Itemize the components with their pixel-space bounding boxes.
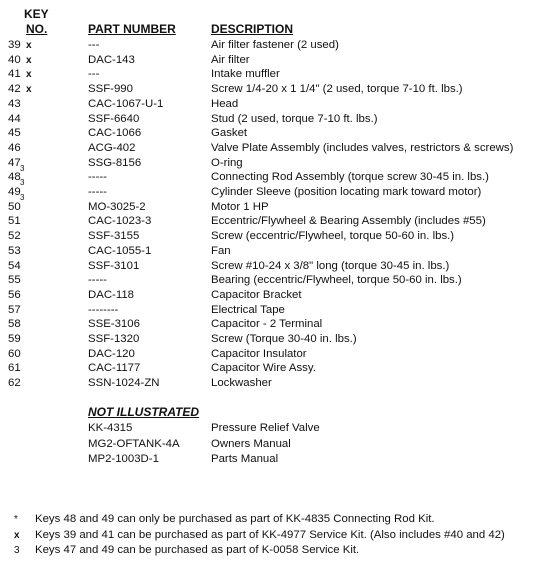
part-number: ----- — [88, 274, 107, 287]
key-number: 56 — [8, 288, 21, 301]
table-row — [0, 273, 549, 288]
part-number: ----- — [88, 186, 107, 198]
part-description: Capacitor Insulator — [211, 347, 307, 360]
not-illustrated-title: NOT ILLUSTRATED — [88, 405, 200, 419]
part-description: Fan — [211, 244, 231, 257]
footnote-mark: * — [14, 514, 18, 525]
key-number: 47 — [8, 156, 21, 169]
table-row — [0, 214, 549, 229]
table-row — [0, 200, 549, 215]
part-number: CAC-1066 — [88, 127, 142, 140]
description-header: DESCRIPTION — [211, 22, 294, 36]
part-description: Valve Plate Assembly (includes valves, restrictors & screws) — [211, 141, 514, 154]
table-row — [0, 82, 549, 97]
part-description: Capacitor Bracket — [211, 288, 302, 301]
key-number: 61 — [8, 362, 21, 375]
table-row — [0, 259, 549, 274]
part-number: KK-4315 — [88, 422, 133, 434]
table-row — [0, 332, 549, 347]
key-number: 41 — [8, 68, 21, 81]
key-number: 43 — [8, 97, 21, 110]
part-description: Electrical Tape — [211, 303, 285, 316]
part-number: SSF-990 — [88, 83, 133, 96]
part-description: Screw (Torque 30-40 in. lbs.) — [211, 333, 357, 345]
part-number: CAC-1067-U-1 — [88, 97, 164, 110]
part-number: CAC-1177 — [88, 362, 141, 375]
key-number: 39 — [8, 39, 21, 51]
footnote — [0, 528, 549, 543]
part-number-header: PART NUMBER — [88, 22, 176, 36]
part-description: Air filter — [211, 53, 250, 66]
footnote-mark: x — [14, 529, 20, 541]
key-mark: x — [26, 54, 32, 66]
part-description: Capacitor Wire Assy. — [211, 362, 316, 375]
not-illustrated-row — [0, 421, 549, 436]
table-row — [0, 229, 549, 244]
part-description: Eccentric/Flywheel & Bearing Assembly (includes #55) — [211, 215, 486, 228]
part-number: DAC-118 — [88, 288, 135, 301]
table-row — [0, 244, 549, 259]
key-number: 42 — [8, 83, 21, 96]
table-row — [0, 97, 549, 112]
table-row — [0, 347, 549, 362]
part-number: -------- — [88, 303, 119, 316]
key-number: 45 — [8, 127, 21, 140]
key-number: 52 — [8, 230, 21, 243]
table-row — [0, 156, 549, 171]
table-row — [0, 185, 549, 200]
key-mark: x — [26, 40, 32, 51]
part-description: Stud (2 used, torque 7-10 ft. lbs.) — [211, 112, 378, 125]
footnote-text: Keys 47 and 49 can be purchased as part of K-0058 Service Kit. — [35, 544, 360, 556]
part-number: ACG-402 — [88, 141, 136, 154]
part-description: Connecting Rod Assembly (torque screw 30-45 in. lbs.) — [211, 171, 489, 184]
footnote-text: Keys 48 and 49 can only be purchased as part of KK-4835 Connecting Rod Kit. — [35, 513, 435, 525]
part-number: SSE-3106 — [88, 318, 140, 331]
part-description: Parts Manual — [211, 453, 279, 465]
footnote-mark: 3 — [14, 545, 20, 556]
key-number: 53 — [8, 244, 21, 257]
part-number: SSG-8156 — [88, 156, 142, 169]
footnote — [0, 543, 549, 558]
part-number: DAC-120 — [88, 347, 135, 360]
key-mark: 3 — [20, 193, 25, 202]
part-number: CAC-1055-1 — [88, 244, 152, 257]
key-number: 55 — [8, 274, 21, 287]
table-row — [0, 361, 549, 376]
part-description: Cylinder Sleeve (position locating mark toward motor) — [211, 186, 482, 198]
key-mark: x — [26, 69, 32, 81]
part-number: SSF-6640 — [88, 112, 140, 125]
table-row — [0, 141, 549, 156]
key-number: 51 — [8, 215, 21, 228]
key-number: 57 — [8, 303, 21, 316]
table-row — [0, 38, 549, 53]
part-number: SSF-3155 — [88, 230, 140, 243]
part-number: MP2-1003D-1 — [88, 453, 159, 465]
table-row — [0, 67, 549, 82]
part-description: Screw 1/4-20 x 1 1/4" (2 used, torque 7-10 ft. lbs.) — [211, 83, 463, 96]
part-description: Intake muffler — [211, 68, 280, 81]
part-number: MG2-OFTANK-4A — [88, 437, 180, 450]
key-no-header: NO. — [26, 22, 48, 36]
part-description: Lockwasher — [211, 377, 272, 390]
table-row — [0, 303, 549, 318]
key-mark: 3 — [20, 163, 25, 173]
part-description: Capacitor - 2 Terminal — [211, 318, 323, 331]
part-number: SSF-1320 — [88, 333, 140, 345]
table-row — [0, 317, 549, 332]
key-number: 60 — [8, 347, 21, 360]
key-number: 58 — [8, 318, 21, 331]
part-description: Screw (eccentric/Flywheel, torque 50-60 in. lbs.) — [211, 230, 455, 243]
part-description: Pressure Relief Valve — [211, 422, 320, 434]
key-number: 62 — [8, 377, 21, 390]
table-row — [0, 170, 549, 188]
table-row — [0, 288, 549, 303]
part-number: CAC-1023-3 — [88, 215, 152, 228]
key-number: 40 — [8, 53, 21, 66]
table-row — [0, 53, 549, 68]
key-number: 54 — [8, 259, 21, 272]
key-mark: x — [26, 84, 32, 96]
table-row — [0, 112, 549, 127]
key-number: 49 — [8, 186, 21, 198]
key-number: 46 — [8, 141, 21, 154]
part-number: DAC-143 — [88, 53, 135, 66]
part-description: Air filter fastener (2 used) — [211, 39, 339, 51]
key-number: 50 — [8, 200, 21, 213]
table-row — [0, 126, 549, 141]
part-description: Screw #10-24 x 3/8" long (torque 30-45 in. lbs.) — [211, 259, 450, 272]
key-header: KEY — [24, 7, 49, 21]
part-number: SSF-3101 — [88, 259, 140, 272]
footnote-text: Keys 39 and 41 can be purchased as part of KK-4977 Service Kit. (Also includes #40 and 42) — [35, 528, 505, 541]
key-number: 44 — [8, 112, 21, 125]
part-number: SSN-1024-ZN — [88, 377, 160, 390]
part-number: --- — [88, 39, 100, 51]
not-illustrated-row — [0, 452, 549, 467]
footnote — [0, 512, 549, 527]
part-description: Bearing (eccentric/Flywheel, torque 50-60 in. lbs.) — [211, 274, 462, 287]
not-illustrated-row — [0, 437, 549, 452]
part-description: Owners Manual — [211, 437, 291, 450]
part-description: O-ring — [211, 156, 243, 169]
table-row — [0, 376, 549, 391]
part-description: Gasket — [211, 127, 248, 140]
part-number: MO-3025-2 — [88, 200, 146, 213]
part-description: Head — [211, 97, 239, 110]
part-number: ----- — [88, 171, 107, 184]
key-mark: 3 — [20, 178, 25, 188]
key-number: 59 — [8, 333, 21, 345]
part-description: Motor 1 HP — [211, 200, 269, 213]
part-number: --- — [88, 68, 100, 81]
key-number: 48 — [8, 171, 21, 184]
